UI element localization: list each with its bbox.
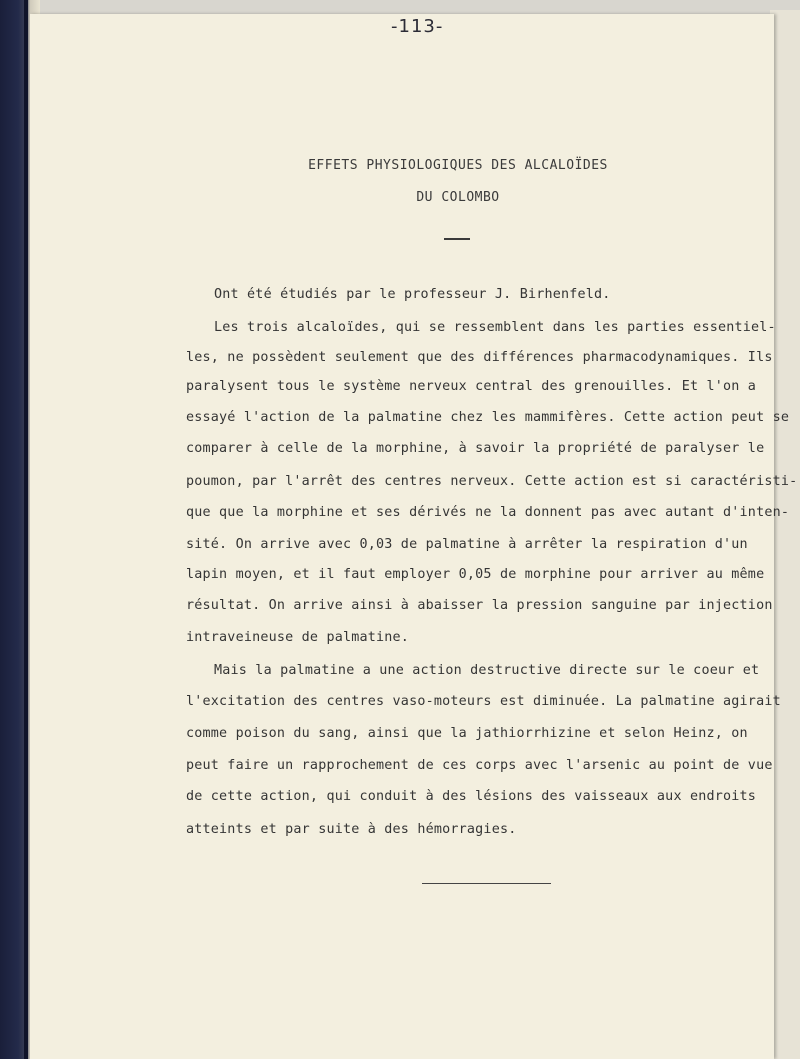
body-line: peut faire un rapprochement de ces corps avec l'arsenic au point de vue (186, 758, 773, 773)
body-line: que que la morphine et ses dérivés ne la donnent pas avec autant d'inten- (186, 505, 790, 520)
body-line: lapin moyen, et il faut employer 0,05 de morphine pour arriver au même (186, 567, 765, 582)
body-line: Mais la palmatine a une action destructive directe sur le coeur et (214, 663, 760, 678)
body-line: de cette action, qui conduit à des lésions des vaisseaux aux endroits (186, 789, 757, 804)
underlying-page (770, 10, 800, 1059)
title-separator (444, 238, 470, 240)
body-line: Les trois alcaloïdes, qui se ressemblent dans les parties essentiel- (214, 320, 776, 335)
body-line: poumon, par l'arrêt des centres nerveux. Cette action est si caractéristi- (186, 474, 798, 489)
body-line: intraveineuse de palmatine. (186, 630, 410, 645)
body-line: paralysent tous le système nerveux central des grenouilles. Et l'on a (186, 379, 757, 394)
page-number: -113- (391, 16, 444, 37)
body-line: comparer à celle de la morphine, à savoir la propriété de paralyser le (186, 441, 765, 456)
body-line: Ont été étudiés par le professeur J. Birhenfeld. (214, 287, 611, 302)
end-separator (422, 883, 551, 884)
binding-edge (24, 0, 28, 1059)
title-line-2: DU COLOMBO (416, 190, 500, 205)
title-line-1: EFFETS PHYSIOLOGIQUES DES ALCALOÏDES (308, 158, 608, 173)
body-line: essayé l'action de la palmatine chez les mammifères. Cette action peut se (186, 410, 790, 425)
body-line: atteints et par suite à des hémorragies. (186, 822, 517, 837)
body-line: les, ne possèdent seulement que des différences pharmacodynamiques. Ils (186, 350, 773, 365)
body-line: comme poison du sang, ainsi que la jathiorrhizine et selon Heinz, on (186, 726, 748, 741)
body-line: l'excitation des centres vaso-moteurs est diminuée. La palmatine agirait (186, 694, 781, 709)
body-line: résultat. On arrive ainsi à abaisser la pression sanguine par injection (186, 598, 773, 613)
body-line: sité. On arrive avec 0,03 de palmatine à arrêter la respiration d'un (186, 537, 748, 552)
